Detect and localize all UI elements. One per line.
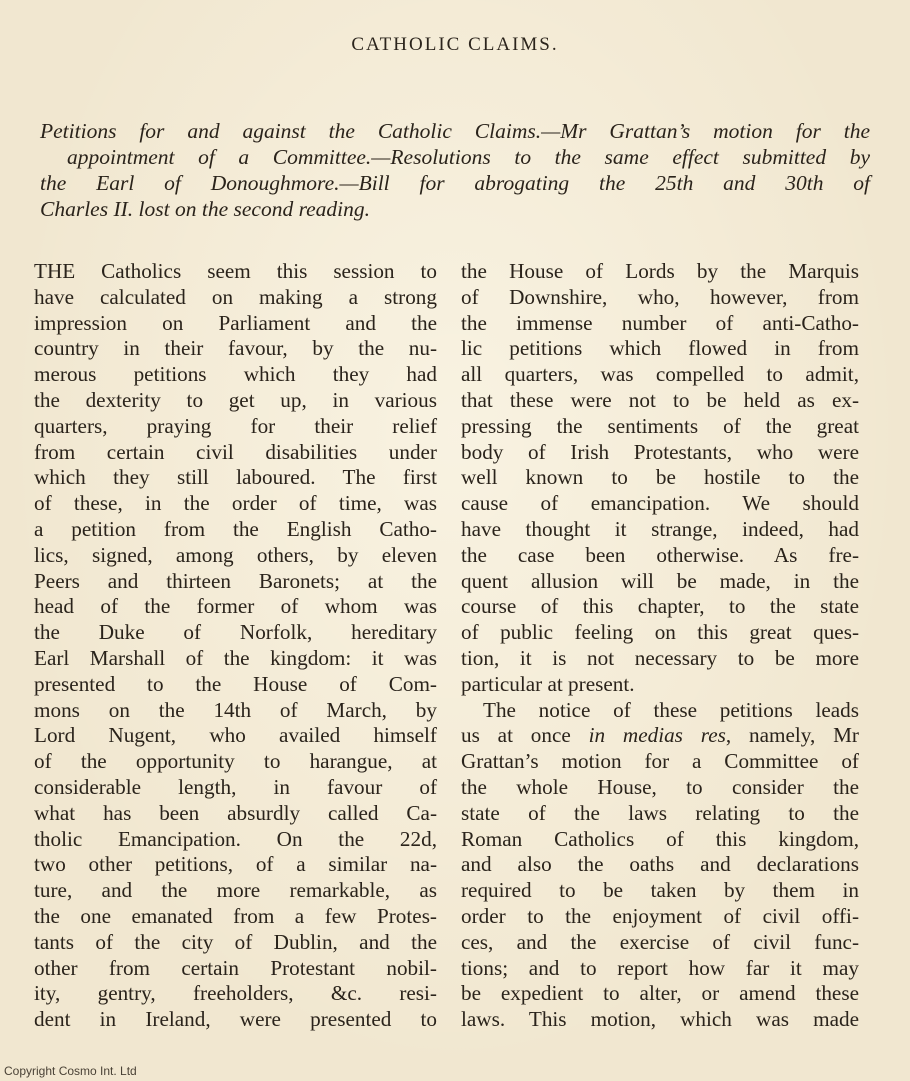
text-line: quent allusion will be made, in the <box>461 568 859 593</box>
text-line: of the opportunity to harangue, at <box>34 749 437 774</box>
text-line: dent in Ireland, were presented to <box>34 1007 437 1032</box>
text-line: the House of Lords by the Marquis <box>461 259 859 283</box>
text-line: the dexterity to get up, in various <box>34 387 437 412</box>
text-line: ture, and the more remarkable, as <box>34 878 437 903</box>
text-line: a petition from the English Catho- <box>34 516 437 541</box>
text-line: other from certain Protestant nobil- <box>34 955 437 980</box>
text-line: which they still laboured. The first <box>34 465 437 490</box>
text-line: lics, signed, among others, by eleven <box>34 542 437 567</box>
text-line: Grattan’s motion for a Committee of <box>461 749 859 774</box>
text-line: laws. This motion, which was made <box>461 1007 859 1032</box>
text-line: particular at present. <box>461 671 635 696</box>
right-column <box>461 259 859 1033</box>
text-line: ity, gentry, freeholders, &c. resi- <box>34 981 437 1006</box>
chapter-summary <box>40 118 870 222</box>
text-line: the whole House, to consider the <box>461 774 859 799</box>
text-line: cause of emancipation. We should <box>461 491 859 516</box>
text-line: the case been otherwise. As fre- <box>461 542 859 567</box>
text-line: be expedient to alter, or amend these <box>461 981 859 1006</box>
text-line: well known to be hostile to the <box>461 465 859 490</box>
text-line: have thought it strange, indeed, had <box>461 516 859 541</box>
summary-line: Charles II. lost on the second reading. <box>40 197 371 221</box>
text-line: the one emanated from a few Protes- <box>34 903 437 928</box>
text-line: Earl Marshall of the kingdom: it was <box>34 645 437 670</box>
text-line: pressing the sentiments of the great <box>461 413 859 438</box>
summary-line: the Earl of Donoughmore.—Bill for abrogating the 25th and 30th of <box>40 171 870 195</box>
text-line: tholic Emancipation. On the 22d, <box>34 826 437 851</box>
text-line: that these were not to be held as ex- <box>461 387 859 412</box>
text-line: of public feeling on this great ques- <box>461 620 859 645</box>
text-line: Roman Catholics of this kingdom, <box>461 826 859 851</box>
text-line: head of the former of whom was <box>34 594 437 619</box>
text-line: order to the enjoyment of civil offi- <box>461 903 859 928</box>
text-line: the Duke of Norfolk, hereditary <box>34 620 437 645</box>
text-line: impression on Parliament and the <box>34 310 437 335</box>
copyright-notice: Copyright Cosmo Int. Ltd <box>4 1064 137 1078</box>
text-line: country in their favour, by the nu- <box>34 336 437 361</box>
text-line: tions; and to report how far it may <box>461 955 859 980</box>
text-line: from certain civil disabilities under <box>34 439 437 464</box>
text-line: lic petitions which flowed in from <box>461 336 859 361</box>
summary-line: appointment of a Committee.—Resolutions to the same effect submitted by <box>67 145 870 169</box>
text-line: of Downshire, who, however, from <box>461 284 859 309</box>
text-line: what has been absurdly called Ca- <box>34 800 437 825</box>
text-line: quarters, praying for their relief <box>34 413 437 438</box>
text-line: required to be taken by them in <box>461 878 859 903</box>
text-line: presented to the House of Com- <box>34 671 437 696</box>
italic-phrase: in medias res <box>588 723 726 748</box>
text-line: mons on the 14th of March, by <box>34 697 437 722</box>
text-line: and also the oaths and declarations <box>461 852 859 877</box>
text-line: considerable length, in favour of <box>34 774 437 799</box>
summary-line: Petitions for and against the Catholic Claims.—Mr Grattan’s motion for the <box>40 119 870 143</box>
text-line: The notice of these petitions leads <box>483 697 859 722</box>
text-line: THE Catholics seem this session to <box>34 259 437 283</box>
text-line: Lord Nugent, who availed himself <box>34 723 437 748</box>
left-column <box>34 259 437 1033</box>
running-head: CATHOLIC CLAIMS. <box>351 34 559 55</box>
text-line: state of the laws relating to the <box>461 800 859 825</box>
text-line: tants of the city of Dublin, and the <box>34 929 437 954</box>
text-line: two other petitions, of a similar na- <box>34 852 437 877</box>
text-line: body of Irish Protestants, who were <box>461 439 859 464</box>
text-line: of these, in the order of time, was <box>34 491 437 516</box>
text-line: have calculated on making a strong <box>34 284 437 309</box>
text-line: course of this chapter, to the state <box>461 594 859 619</box>
text-line: us at once in medias res, namely, Mr <box>461 723 859 748</box>
text-line: the immense number of anti-Catho- <box>461 310 859 335</box>
text-line: tion, it is not necessary to be more <box>461 645 859 670</box>
text-line: ces, and the exercise of civil func- <box>461 929 859 954</box>
text-line: merous petitions which they had <box>34 362 437 387</box>
text-line: Peers and thirteen Baronets; at the <box>34 568 437 593</box>
text-line: all quarters, was compelled to admit, <box>461 362 859 387</box>
